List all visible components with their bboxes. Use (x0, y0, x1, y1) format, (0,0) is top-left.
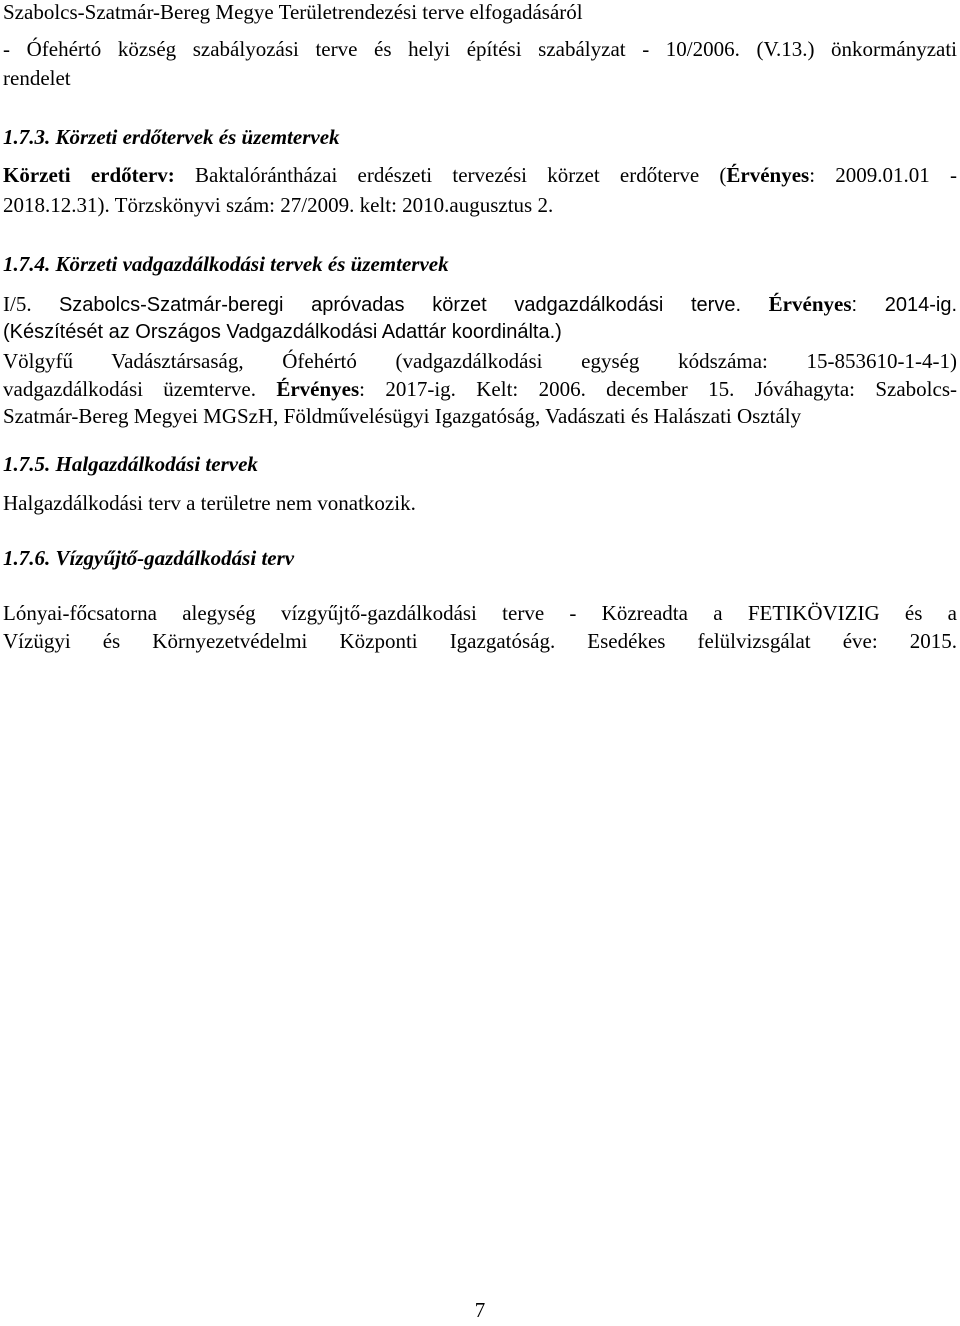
page-number: 7 (474, 1298, 486, 1322)
hunting-club-line-2: vadgazdálkodási üzemterve. Érvényes: 2017-ig. Kelt: 2006. december 15. Jóváhagyta: Szabolcs- (3, 377, 957, 401)
forest-plan-line-2: 2018.12.31). Törzskönyvi szám: 27/2009. kelt: 2010.augusztus 2. (3, 193, 554, 217)
section-heading-1-7-6: 1.7.6. Vízgyűjtő-gazdálkodási terv (3, 546, 295, 570)
forest-plan-label: Körzeti erdőterv: (3, 163, 175, 187)
intro-line-3: rendelet (3, 66, 71, 90)
section-heading-1-7-5: 1.7.5. Halgazdálkodási tervek (3, 452, 258, 476)
section-heading-1-7-3: 1.7.3. Körzeti erdőtervek és üzemtervek (3, 125, 340, 149)
game-plan-line-2: (Készítését az Országos Vadgazdálkodási Adattár koordinálta.) (3, 321, 562, 343)
water-plan-line-1: Lónyai-főcsatorna alegység vízgyűjtő-gazdálkodási terve - Közreadta a FETIKÖVIZIG és a (3, 601, 957, 625)
section-heading-1-7-4: 1.7.4. Körzeti vadgazdálkodási tervek és üzemtervek (3, 252, 449, 276)
intro-line-1: Szabolcs-Szatmár-Bereg Megye Területrendezési terve elfogadásáról (3, 0, 583, 24)
game-plan-line-1: I/5. Szabolcs-Szatmár-beregi apróvadas körzet vadgazdálkodási terve. Érvényes: 2014-ig. (3, 292, 957, 316)
hunting-club-line-1: Völgyfű Vadásztársaság, Ófehértó (vadgazdálkodási egység kódszáma: 15-853610-1-4-1) (3, 349, 957, 373)
hunting-club-line-3: Szatmár-Bereg Megyei MGSzH, Földművelésügyi Igazgatóság, Vadászati és Halászati Osztály (3, 404, 802, 428)
forest-plan-line-1: Körzeti erdőterv: Baktalórántházai erdészeti tervezési körzet erdőterve (Érvényes: 2009.01.01 - (3, 163, 958, 187)
water-plan-line-2: Vízügyi és Környezetvédelmi Központi Igazgatóság. Esedékes felülvizsgálat éve: 2015. (3, 629, 957, 653)
intro-line-2: - Ófehértó község szabályozási terve és helyi építési szabályzat - 10/2006. (V.13.) önkormányzati (3, 37, 957, 61)
fishery-text: Halgazdálkodási terv a területre nem vonatkozik. (3, 491, 416, 515)
